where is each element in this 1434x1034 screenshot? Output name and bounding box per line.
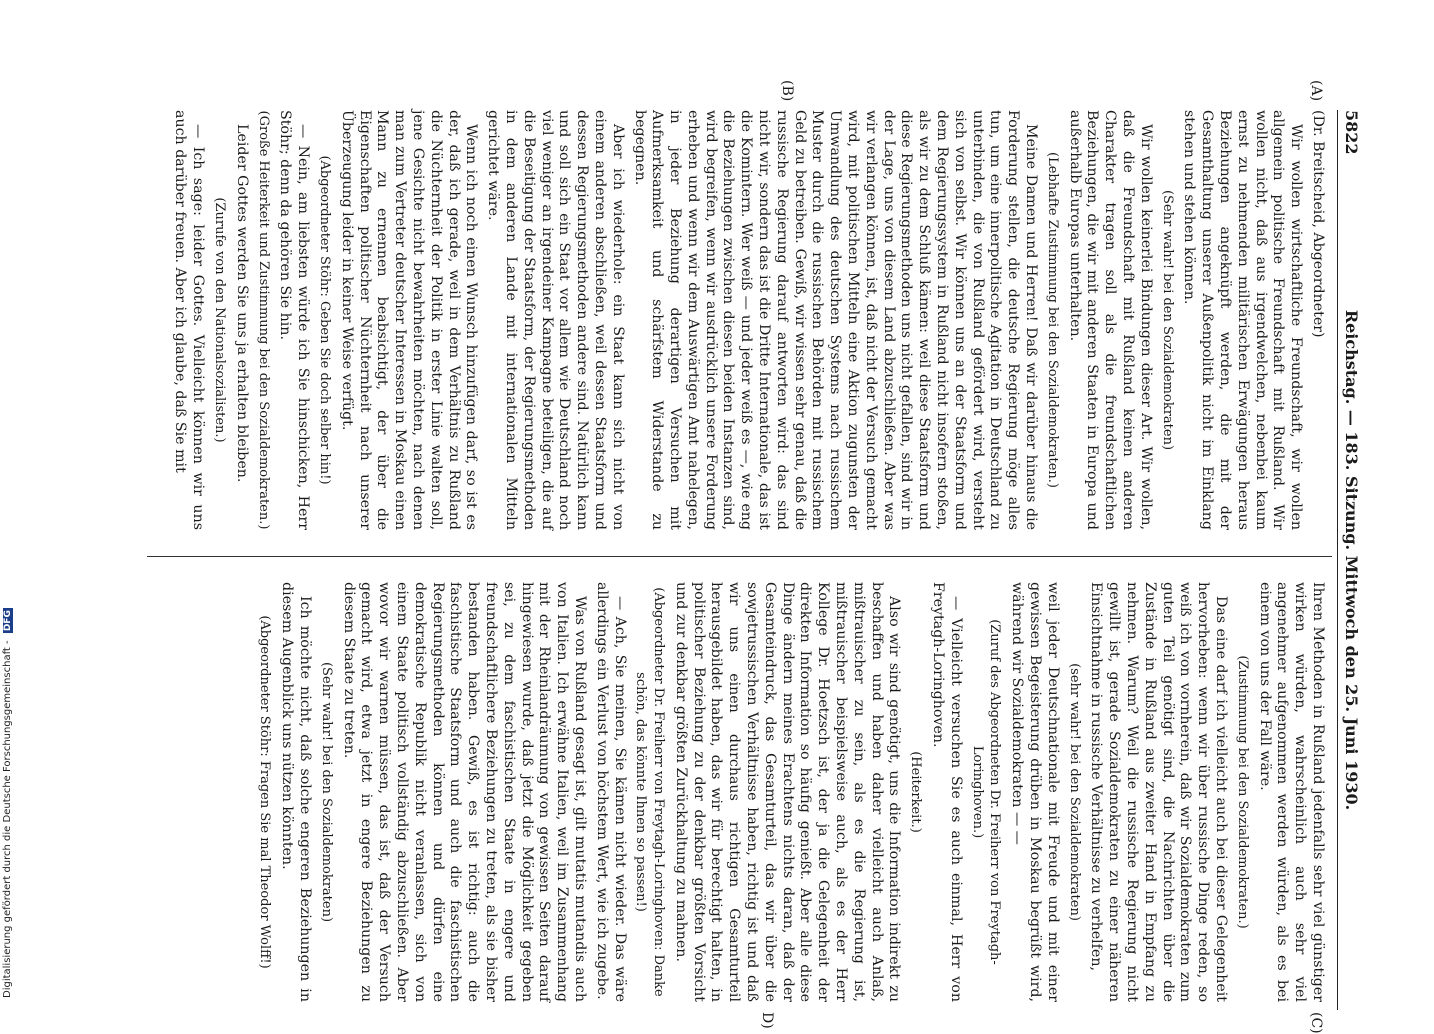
- interjection: (sehr wahr! bei den Sozialdemokraten): [1066, 663, 1082, 921]
- document-page: [110, 80, 1361, 1034]
- page-number: 5822: [1342, 110, 1361, 155]
- paragraph: Also wir sind genötigt, uns die Information indirekt zu beschaffen und haben daher vielleicht auch Anlaß, mißtrauischer zu sein, als es die Regierung ist, mißtrauischer beispielsweise auch, als es der Herr Kollege Dr. Hoetzsch ist, der ja die Gelegenheit der direkten Information so häufig genießt. Aber alle diese Dinge ändern meines Erachtens nichts daran, daß der Gesamteindruck, das Gesamturteil, das wir über die sowjetrussischen Verhältnisse haben, richtig ist und daß wir uns einen durchaus richtigen Gesamturteil herausgebildet haben, das wir für berechtigt halten, in politischer Beziehung zu der denkbar größten Vorsicht und zur denkbar größten Zurückhaltung zu mahnen.: [672, 582, 903, 1002]
- right-column: [252, 582, 1326, 1002]
- paragraph: Wenn ich noch einen Wunsch hinzufügen darf, so ist es der, daß ich gerade, weil in dem Verhältnis zu Rußland die Nüchternheit der Politik in erster Linie walten soll, jene Gesichte nicht bewahrheiten möchten, nach denen man zum Vertreter deutscher Interessen in Moskau einen Mann zu ernennen beabsichtigt, der über die Eigenschaften politischer Nüchternheit nach unserer Überzeugung leider in keiner Weise verfügt.: [338, 110, 480, 530]
- digitization-note: [2, 608, 13, 998]
- speaker-line: (Dr. Breitscheid, Abgeordneter): [1310, 110, 1326, 338]
- paragraph: Leider Gottes werden Sie uns ja erhalten bleiben.: [233, 124, 250, 483]
- margin-mark-a: (A): [1308, 80, 1324, 102]
- running-head: Reichstag. — 183. Sitzung. Mittwoch den 25. Juni 1930.: [1342, 309, 1361, 811]
- paragraph: weil jeder Deutschnationale mit Freude und mit einer gewissen Begeisterung drüben in Moskau begrüßt wird, während wir Sozialdemokraten — —: [1009, 582, 1061, 1002]
- interjection: (Große Heiterkeit und Zustimmung bei den Sozialdemokraten.): [255, 110, 271, 530]
- paragraph: Was von Rußland gesagt ist, gilt mutatis mutandis auch von Italien. Ich erwähne Italien, weil im Zusammenhang mit der Rheinlandräumung von gewissen Seiten darauf hingewiesen wurde, daß jetzt die Möglichkeit gegeben sei, zu dem faschistischen Staate in engere und freundschaftlichere Beziehungen zu treten, als sie bisher bestanden haben. Gewiß, es ist richtig: auch die faschistische Staatsform und auch die faschistischen Regierungsmethoden können und dürfen eine demokratische Republik nicht veranlassen, sich von einem Staate politisch vollständig abzuschließen. Aber wovor wir warnen müssen, das ist, daß der Versuch gemacht wird, etwa jetzt in engere Beziehungen zu diesem Staate zu treten.: [340, 582, 588, 1002]
- paragraph: — Nein, am liebsten würde ich Sie hinschicken, Herr Stöhr; denn da gehören Sie hin.: [277, 110, 312, 530]
- interjection: (Abgeordneter Dr. Freiherr von Freytagh-Loringhoven: Danke schön, das könnte Ihnen so passen!): [633, 587, 667, 997]
- interjection: (Zurufe von den Nationalsozialisten.): [211, 197, 227, 443]
- paragraph: Meine Damen und Herren! Daß wir darüber hinaus die Forderung stellen, die deutsche Regierung möge alles tun, um eine innerpolitische Agitation in Deutschland zu unterbinden, die von Rußland gefördert wird, versteht sich von selbst. Wir können uns an der Staatsform und dem Regierungssystem in Rußland nicht insofern stoßen, als wir zu dem Schluß kämen: weil diese Staatsform und diese Regierungsmethoden uns nicht gefallen, sind wir in der Lage, uns von diesem Land abzuschließen. Aber was wir verlangen können, ist, daß nicht der Versuch gemacht wird, mit politischen Mitteln eine Aktion zugunsten der Umwandlung des deutschen Systems nach russischem Muster durch die russischen Behörden mit russischem Geld zu betreiben. Gewiß, wir wissen sehr genau, daß die russische Regierung darauf antworten wird: das sind nicht wir, sondern das ist die Dritte Internationale, das ist die Komintern. Wer weiß — und jeder weiß es —, wie eng die Beziehungen zwischen diesen beiden Instanzen sind, wird begreifen, wenn wir ausdrücklich unsere Forderung erheben und wenn wir dem Auswärtigen Amt nahelegen, in jeder Beziehung derartigen Versuchen mit Aufmerksamkeit und schärfstem Widerstande zu begegnen.: [631, 110, 1040, 530]
- interjection: (Sehr wahr! bei den Sozialdemokraten): [1159, 189, 1175, 451]
- paragraph: Aber ich wiederhole: ein Staat kann sich nicht von einem anderen abschließen, weil dessen Staatsform und dessen Regierungsmethoden andere sind. Natürlich kann und soll sich ein Staat vor allem wie Deutschland noch viel weniger an irgendeiner Kampagne beteiligen, die auf die Beseitigung der Staatsform, der Regierungsmethoden in dem anderen Lande mit internationalen Mitteln gerichtet wäre.: [485, 110, 626, 530]
- margin-mark-d: D): [759, 1012, 775, 1029]
- margin-mark-c: (C): [1308, 1012, 1324, 1034]
- interjection: (Abgeordneter Stöhr: Fragen Sie mal Theodor Wolff!): [257, 615, 273, 969]
- paragraph: — Ach, Sie meinen, Sie kämen nicht wieder. Das wäre allerdings ein Verlust von höchstem Wert, wie ich zugebe.: [593, 582, 628, 1002]
- interjection: (Abgeordneter Stöhr: Geben Sie doch selber hin!): [316, 155, 332, 485]
- left-column: [167, 110, 1326, 530]
- paragraph: Wir wollen wirtschaftliche Freundschaft, wir wollen allgemein politische Freundschaft mit Rußland. Wir wollen nicht, daß aus irgendwelchen, nebenbei kaum ernst zu nehmenden militärischen Erwägungen heraus Beziehungen angeknüpft werden, die mit der Gesamthaltung unserer Außenpolitik nicht im Einklang stehen und stehen können.: [1181, 110, 1305, 530]
- interjection: (Zuruf des Abgeordneten Dr. Freiherr von Freytagh-Loringhoven.): [969, 619, 1003, 965]
- paragraph: Wir wollen keinerlei Bindungen dieser Art. Wir wollen, daß die Freundschaft mit Rußland keinen anderen Charakter tragen soll als die freundschaftlichen Beziehungen, die wir mit anderen Staaten in Europa und außerhalb Europas unterhalten.: [1066, 110, 1154, 530]
- dfg-logo: DFG: [3, 610, 13, 632]
- page-header: [1337, 110, 1360, 1010]
- interjection: (Heiterkeit.): [908, 751, 924, 833]
- interjection: (Sehr wahr! bei den Sozialdemokraten): [318, 661, 334, 923]
- margin-mark-b: (B): [779, 80, 795, 102]
- paragraph: Ich möchte nicht, daß solche engeren Beziehungen in diesem Augenblick uns nützen könnten.: [279, 582, 313, 1002]
- paragraph: Das eine darf ich vielleicht auch bei dieser Gelegenheit hervorheben: wenn wir über russische Dinge reden, so weiß ich von vornherein, daß wir Sozialdemokraten zum guten Teil genötigt sind, die Nachrichten über die Zustände in Rußland aus zweiter Hand in Empfang zu nehmen. Warum? Weil die russische Regierung nicht gewillt ist, gerade Sozialdemokraten zu einer näheren Einsichtnahme in russische Verhältnisse zu verhelfen,: [1088, 582, 1230, 1002]
- paragraph: — Ich sage: leider Gottes. Vielleicht können wir uns auch darüber freuen. Aber ich glaube, daß Sie mit: [172, 110, 207, 530]
- funding-credit: Digitalisierung gefördert durch die Deutsche Forschungsgemeinschaft -: [2, 640, 13, 998]
- interjection: (Lebhafte Zustimmung bei den Sozialdemokraten.): [1044, 152, 1060, 488]
- paragraph: Ihren Methoden in Rußland jedenfalls sehr viel günstiger wirken würden, wahrscheinlich auch sehr viel angenehmer aufgenommen werden würden, als es bei einem von uns der Fall wäre.: [1256, 582, 1326, 1002]
- column-divider: [147, 556, 1332, 557]
- interjection: (Zustimmung bei den Sozialdemokraten.): [1234, 655, 1250, 929]
- paragraph: — Vielleicht versuchen Sie es auch einmal, Herr von Freytagh-Loringhoven.: [930, 582, 964, 1002]
